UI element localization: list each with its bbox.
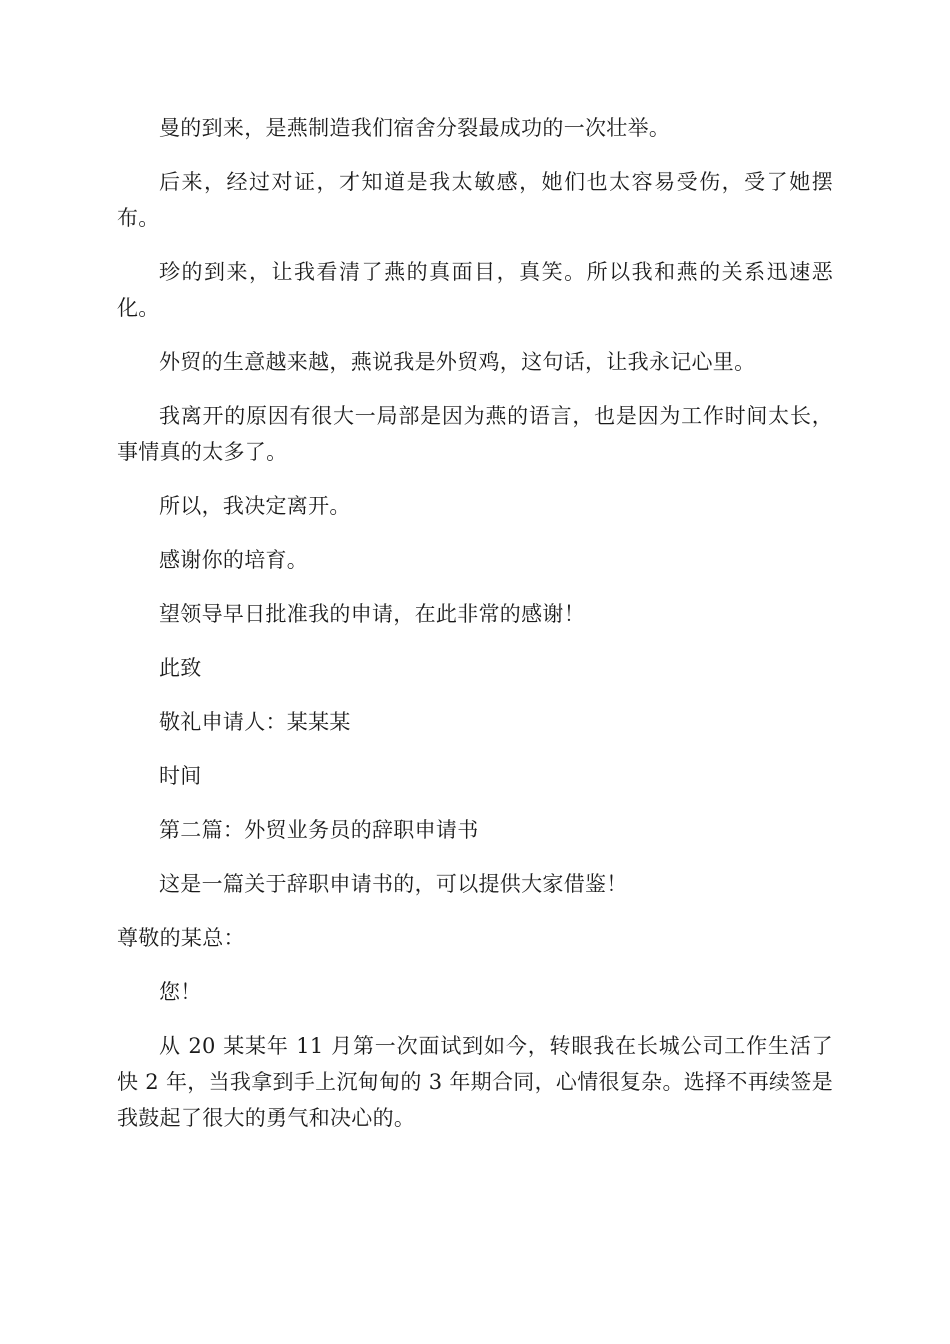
closing-salutation: 此致 (159, 656, 202, 680)
paragraph-3: 珍的到来，让我看清了燕的真面目，真笑。所以我和燕的关系迅速恶化。 (117, 260, 833, 320)
paragraph-2: 后来，经过对证，才知道是我太敏感，她们也太容易受伤，受了她摆布。 (117, 170, 833, 230)
paragraph-body-1: 从 20 某某年 11 月第一次面试到如今，转眼我在长城公司工作生活了快 2 年，当我拿到手上沉甸甸的 3 年期合同，心情很复杂。选择不再续签是我鼓起了很大的勇气和决心的。 (117, 1034, 833, 1130)
section-intro: 这是一篇关于辞职申请书的，可以提供大家借鉴！ (159, 872, 628, 896)
paragraph-5: 我离开的原因有很大一局部是因为燕的语言，也是因为工作时间太长，事情真的太多了。 (117, 404, 833, 464)
paragraph-8: 望领导早日批准我的申请，在此非常的感谢！ (159, 602, 585, 626)
signature-line: 敬礼申请人：某某某 (159, 710, 351, 734)
paragraph-4: 外贸的生意越来越，燕说我是外贸鸡，这句话，让我永记心里。 (159, 350, 756, 374)
date-line: 时间 (159, 764, 202, 788)
greeting-respect: 您！ (159, 980, 202, 1004)
paragraph-1: 曼的到来，是燕制造我们宿舍分裂最成功的一次壮举。 (159, 116, 671, 140)
section-heading: 第二篇：外贸业务员的辞职申请书 (159, 818, 479, 842)
paragraph-6: 所以，我决定离开。 (159, 494, 351, 518)
paragraph-7: 感谢你的培育。 (159, 548, 309, 572)
greeting: 尊敬的某总： (117, 926, 245, 950)
document-body (117, 110, 833, 1154)
